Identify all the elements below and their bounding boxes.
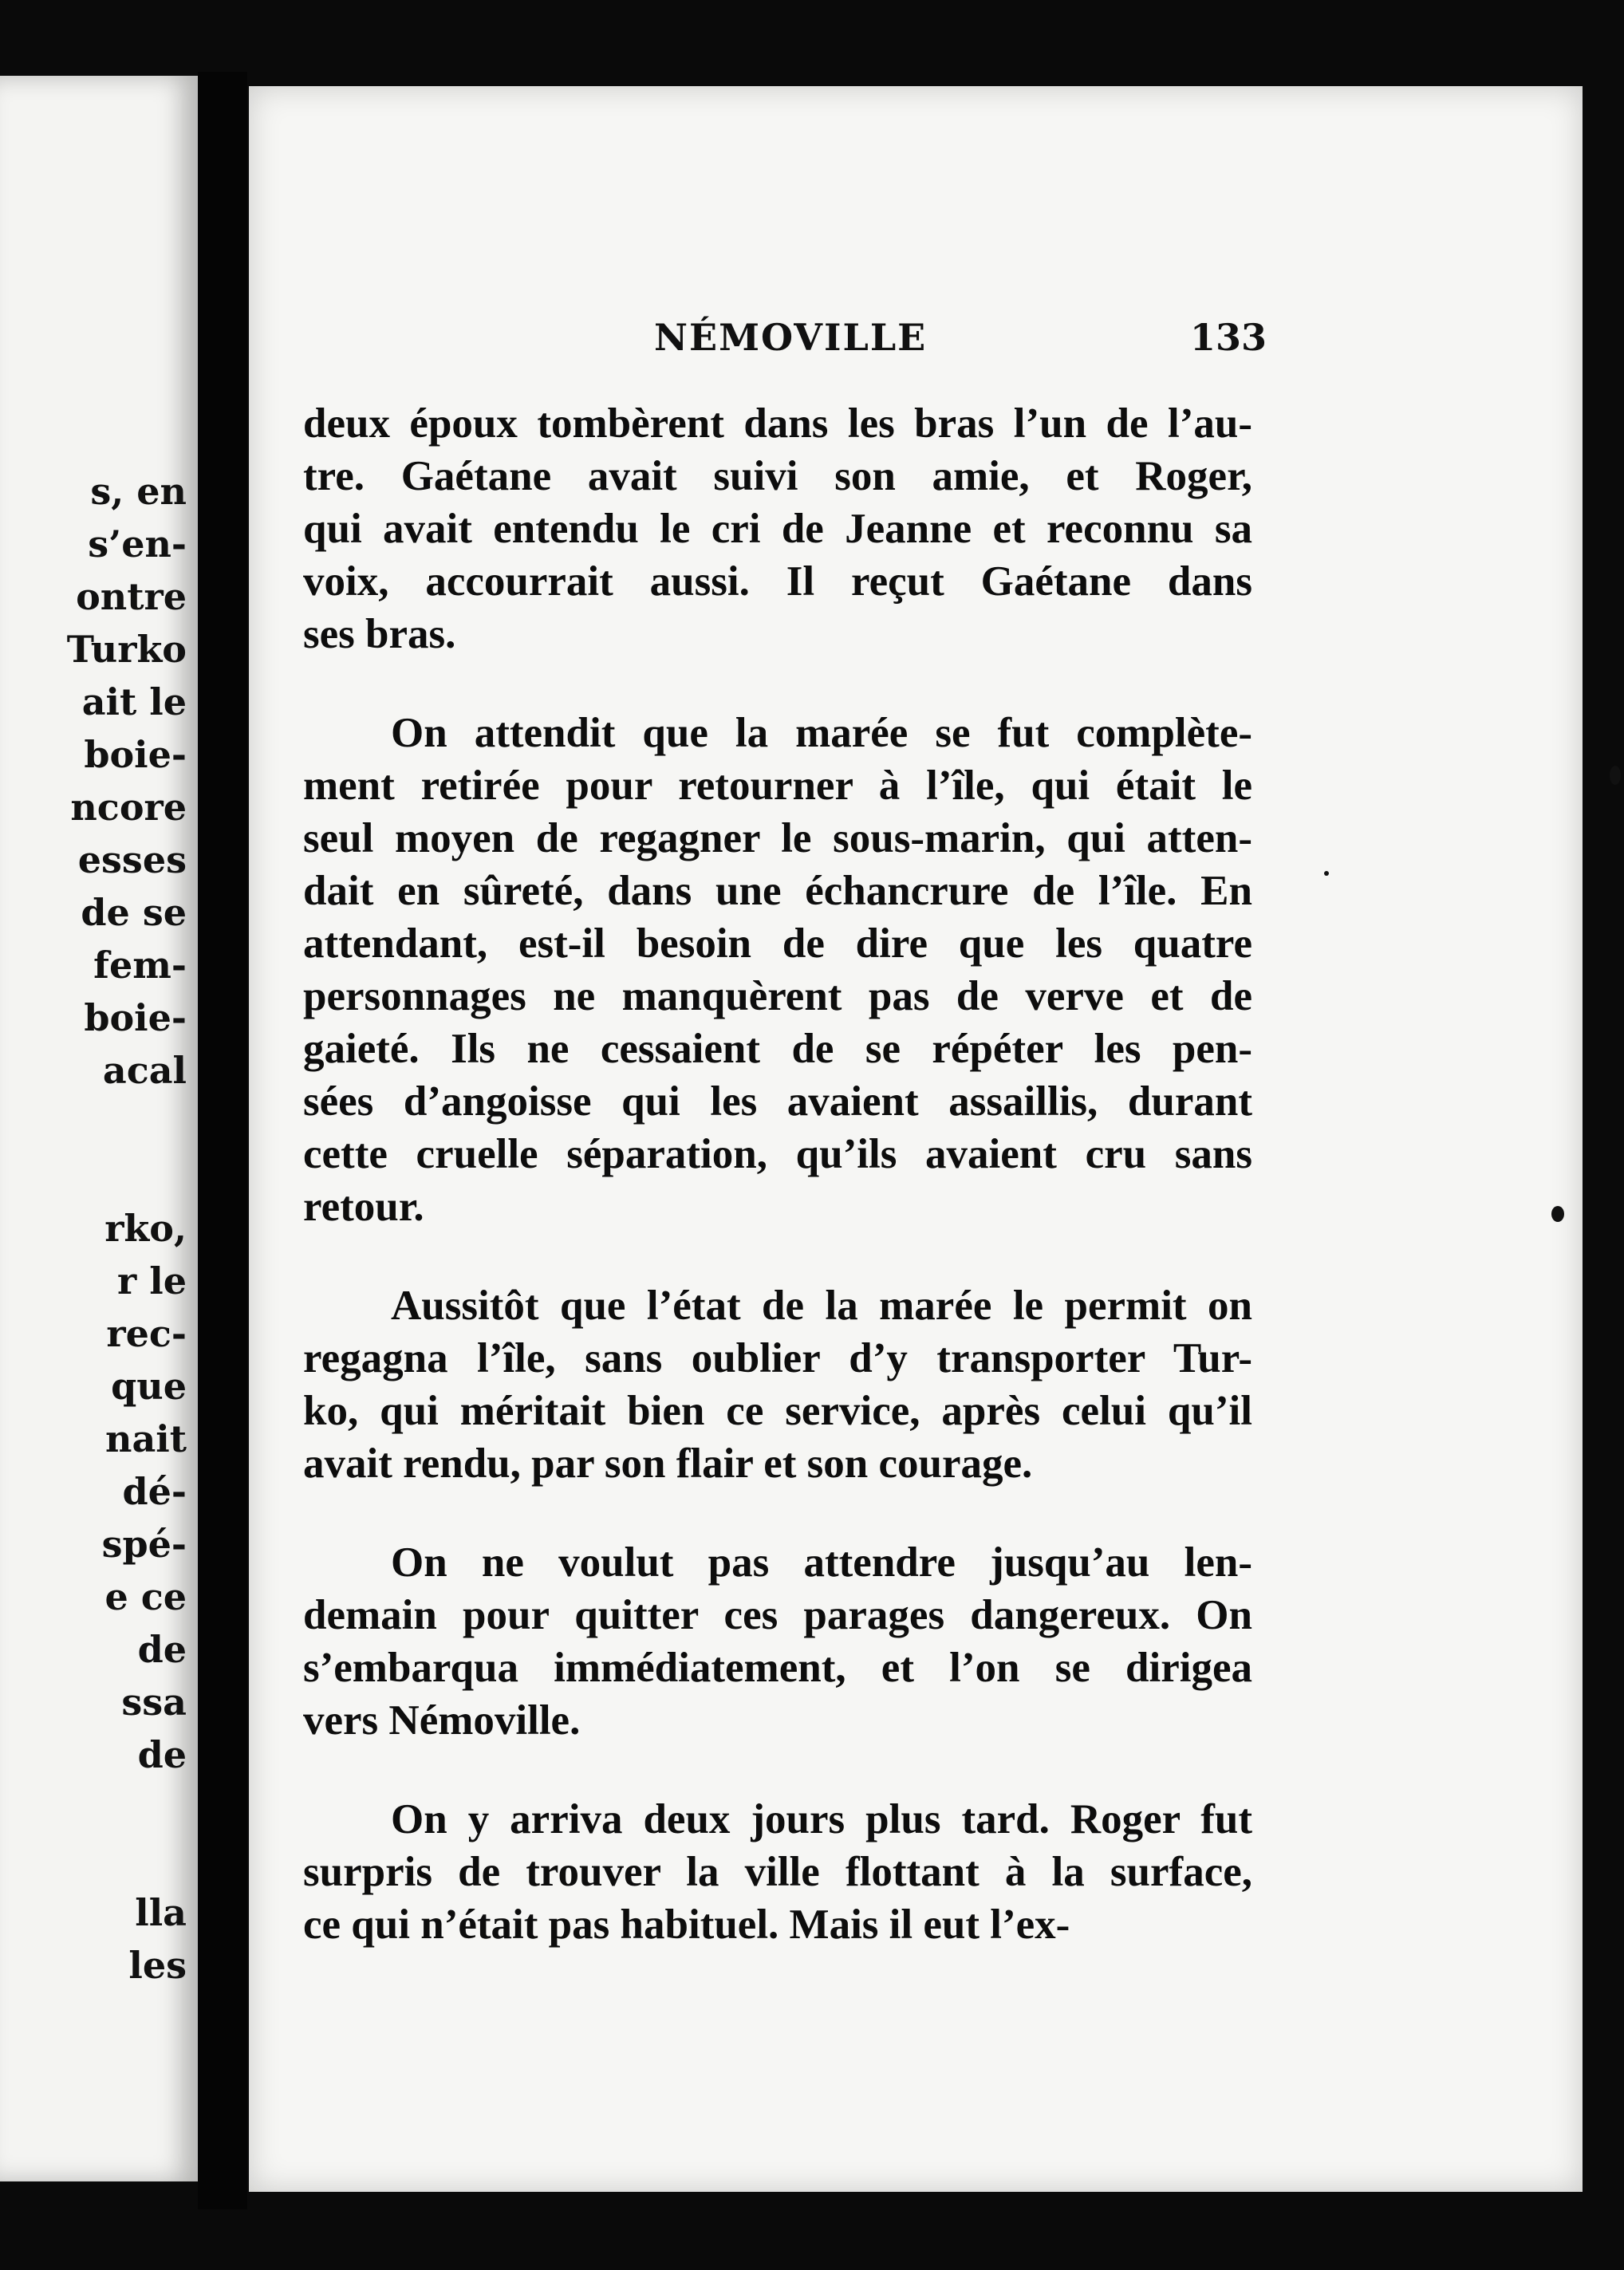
text-line: ses bras.: [303, 611, 456, 657]
paragraph: [303, 1279, 1252, 1490]
text-line: sées d’angoisse qui les avaient assaillis, durant: [303, 1078, 1252, 1125]
text-line: On ne voulut pas attendre jusqu’au len-: [391, 1539, 1252, 1586]
book-page: [249, 86, 1583, 2192]
text-line: attendant, est-il besoin de dire que les quatre: [303, 920, 1252, 967]
paragraph-gap: [303, 1233, 1252, 1279]
running-head-title: NÉMOVILLE: [654, 316, 928, 359]
previous-page-line: ontre: [76, 575, 187, 618]
paragraph-gap: [303, 1747, 1252, 1793]
previous-page-line: boie-: [84, 733, 187, 776]
body-text: [303, 397, 1252, 1951]
paragraph: [303, 397, 1252, 660]
previous-page-line: de: [137, 1628, 187, 1671]
text-line: On attendit que la marée se fut complète-: [391, 710, 1252, 756]
previous-page-line: fem-: [93, 944, 187, 987]
previous-page-line: ait le: [81, 680, 187, 723]
previous-page-line: spé-: [101, 1523, 187, 1566]
previous-page-line: nait: [105, 1417, 187, 1460]
text-line: s’embarqua immédiatement, et l’on se dirigea: [303, 1645, 1252, 1691]
paragraph-gap: [303, 1490, 1252, 1536]
text-line: Aussitôt que l’état de la marée le permit on: [391, 1283, 1252, 1329]
previous-page-line: lla: [135, 1891, 187, 1934]
ink-speck: [1551, 1206, 1564, 1222]
text-line: deux époux tombèrent dans les bras l’un de l’au-: [303, 400, 1252, 447]
previous-page-line: esses: [77, 838, 187, 881]
previous-page-line: ncore: [70, 786, 187, 829]
text-line: ce qui n’était pas habituel. Mais il eut l’ex-: [303, 1902, 1070, 1948]
text-line: dait en sûreté, dans une échancrure de l’île. En: [303, 868, 1252, 914]
text-line: vers Némoville.: [303, 1697, 581, 1744]
previous-page-line: s’en-: [88, 522, 187, 566]
previous-page-line: s, en: [90, 470, 187, 513]
page-number: 133: [1190, 316, 1267, 359]
paragraph: [303, 1793, 1252, 1951]
text-line: ko, qui méritait bien ce service, après celui qu’il: [303, 1388, 1252, 1434]
previous-page-line: [67, 1834, 187, 1886]
previous-page-line: [67, 1781, 187, 1834]
text-line: seul moyen de regagner le sous-marin, qui atten-: [303, 815, 1252, 861]
text-line: qui avait entendu le cri de Jeanne et reconnu sa: [303, 506, 1252, 552]
previous-page-line: ssa: [121, 1681, 187, 1724]
ink-speck: [1610, 766, 1621, 785]
text-line: personnages ne manquèrent pas de verve et de: [303, 973, 1252, 1019]
previous-page-line: dé-: [122, 1470, 187, 1513]
previous-page-line: les: [128, 1944, 187, 1987]
text-line: tre. Gaétane avait suivi son amie, et Roger,: [303, 453, 1252, 499]
previous-page-line: boie-: [84, 996, 187, 1039]
previous-page-line: de se: [81, 891, 187, 934]
text-line: gaieté. Ils ne cessaient de se répéter les pen-: [303, 1026, 1252, 1072]
previous-page-text: [67, 465, 187, 1992]
text-line: voix, accourrait aussi. Il reçut Gaétane dans: [303, 558, 1252, 605]
text-line: regagna l’île, sans oublier d’y transporter Tur-: [303, 1335, 1252, 1381]
previous-page-line: de: [137, 1733, 187, 1776]
text-line: On y arriva deux jours plus tard. Roger fut: [391, 1796, 1252, 1842]
text-line: surpris de trouver la ville flottant à la surface,: [303, 1849, 1252, 1895]
previous-page-line: [67, 1097, 187, 1149]
text-line: cette cruelle séparation, qu’ils avaient cru sans: [303, 1131, 1252, 1177]
text-line: ment retirée pour retourner à l’île, qui était le: [303, 763, 1252, 809]
previous-page-line: que: [111, 1365, 187, 1408]
text-line: retour.: [303, 1184, 424, 1230]
paragraph: [303, 1536, 1252, 1747]
previous-page-edge: [0, 76, 198, 2181]
previous-page-line: r le: [117, 1259, 187, 1302]
previous-page-line: Turko: [66, 628, 187, 671]
book-gutter: [198, 72, 247, 2209]
running-head: [249, 316, 1583, 372]
previous-page-line: [67, 1149, 187, 1202]
previous-page-line: e ce: [104, 1575, 187, 1618]
ink-speck: [1324, 871, 1329, 876]
previous-page-line: rko,: [104, 1207, 187, 1250]
text-line: demain pour quitter ces parages dangereux. On: [303, 1592, 1252, 1638]
paragraph: [303, 707, 1252, 1233]
text-line: avait rendu, par son flair et son courage.: [303, 1440, 1033, 1487]
previous-page-line: rec-: [106, 1312, 187, 1355]
previous-page-line: acal: [102, 1049, 187, 1092]
paragraph-gap: [303, 660, 1252, 707]
